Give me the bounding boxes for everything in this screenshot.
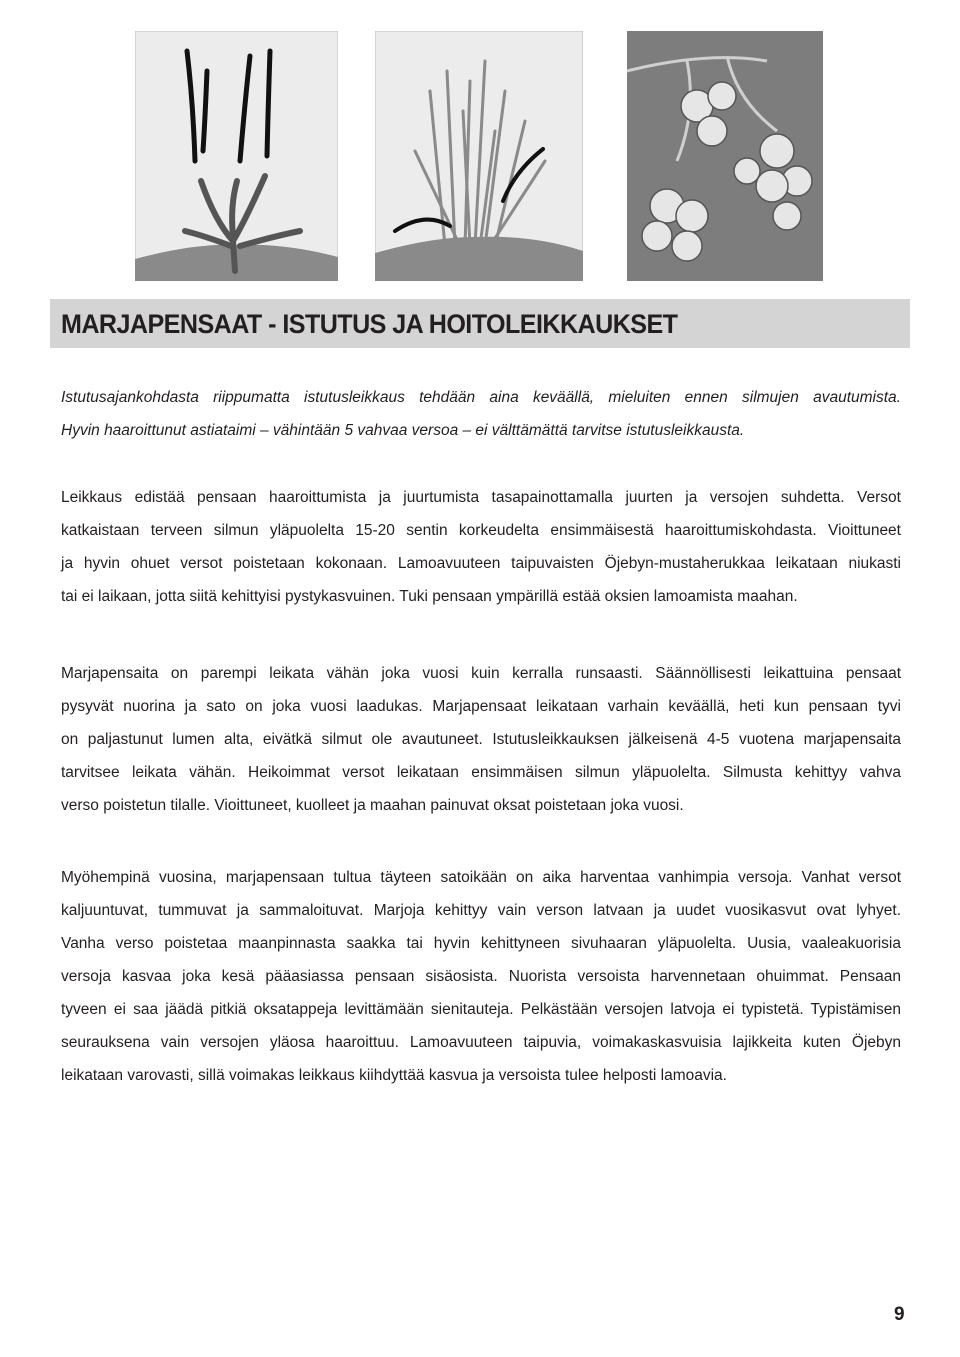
page-number: 9 bbox=[894, 1304, 905, 1325]
text-line: on paljastunut lumen alta, eivätkä silmut ole avautuneet. Istutusleikkauksen jälkeisenä 4-5 vuotena marjapensaita bbox=[61, 731, 901, 748]
text-line: Marjapensaita on parempi leikata vähän joka vuosi kuin kerralla runsaasti. Säännöllisesti leikattuina pensaat bbox=[61, 665, 901, 682]
text-line: leikataan varovasti, sillä voimakas leikkaus kiihdyttää kasvua ja versoista tulee helposti lamoavia. bbox=[61, 1067, 727, 1084]
page-title: MARJAPENSAAT - ISTUTUS JA HOITOLEIKKAUKSET bbox=[61, 309, 678, 339]
text-line: Hyvin haaroittunut astiataimi – vähintään 5 vahvaa versoa – ei välttämättä tarvitse istutusleikkausta. bbox=[61, 422, 745, 439]
text-line: Istutusajankohdasta riippumatta istutusleikkaus tehdään aina keväällä, mieluiten ennen silmujen avautumista. bbox=[61, 389, 901, 406]
text-line: katkaistaan terveen silmun yläpuolelta 15-20 sentin korkeudelta ensimmäisestä haaroittumiskohdasta. Vioittuneet bbox=[61, 522, 901, 539]
heading-bar bbox=[50, 299, 910, 348]
text-line: kaljuuntuvat, tummuvat ja sammaloituvat. Marjoja kehittyy vain verson latvaan ja uudet vuosikasvut ovat lyhyet. bbox=[61, 902, 901, 919]
text-line: Vanha verso poistetaa maanpinnasta saakka tai hyvin kehittyneen sivuhaaran yläpuolelta. Uusia, vaaleakuorisia bbox=[61, 935, 901, 952]
text-line: tarvitsee leikata vähän. Heikoimmat versot leikataan ensimmäisen silmun yläpuolelta. Silmusta kehittyy vahva bbox=[61, 764, 901, 781]
text-line: tai ei laikaan, jotta siitä kehittyisi pystykasvuinen. Tuki pensaan ympärillä estää oksien lamoamista maahan. bbox=[61, 588, 798, 605]
text-line: versoja kasvaa joka kesä pääasiassa pensaan sisäosista. Nuorista versoista harvennetaan ohuimmat. Pensaan bbox=[61, 968, 901, 985]
text-line: Leikkaus edistää pensaan haaroittumista ja juurtumista tasapainottamalla juurten ja versojen suhdetta. Versot bbox=[61, 489, 901, 506]
body-paragraph bbox=[61, 657, 901, 822]
text-line: tyveen ei saa jäädä pitkiä oksatappeja levittämään sienitauteja. Pelkästään versojen latvoja ei typistetä. Typistämisen bbox=[61, 1001, 901, 1018]
text-line: Myöhempinä vuosina, marjapensaan tultua täyteen satoikään on aika harventaa vanhimpia versoja. Vanhat versot bbox=[61, 869, 901, 886]
mature-bush-pruning-illustration bbox=[375, 31, 583, 281]
white-currant-berries-photo bbox=[627, 31, 823, 281]
text-line: pysyvät nuorina ja sato on joka vuosi laadukas. Marjapensaat leikataan varhain keväällä, heti kun pensaan tyvi bbox=[61, 698, 901, 715]
body-paragraph bbox=[61, 861, 901, 1092]
text-line: verso poistetun tilalle. Vioittuneet, kuolleet ja maahan painuvat oksat poistetaan joka vuosi. bbox=[61, 797, 684, 814]
intro-paragraph bbox=[61, 381, 901, 447]
body-paragraph bbox=[61, 481, 901, 613]
text-line: ja hyvin ohuet versot poistetaan kokonaan. Lamoavuuteen taipuvaisten Öjebyn-mustaherukkaa leikataan niukasti bbox=[61, 555, 901, 572]
planting-pruning-illustration bbox=[135, 31, 338, 281]
text-line: seurauksena vain versojen yläosa haaroittuu. Lamoavuuteen taipuvia, voimakaskasvuisia lajikkeita kuten Öjebyn bbox=[61, 1034, 901, 1051]
